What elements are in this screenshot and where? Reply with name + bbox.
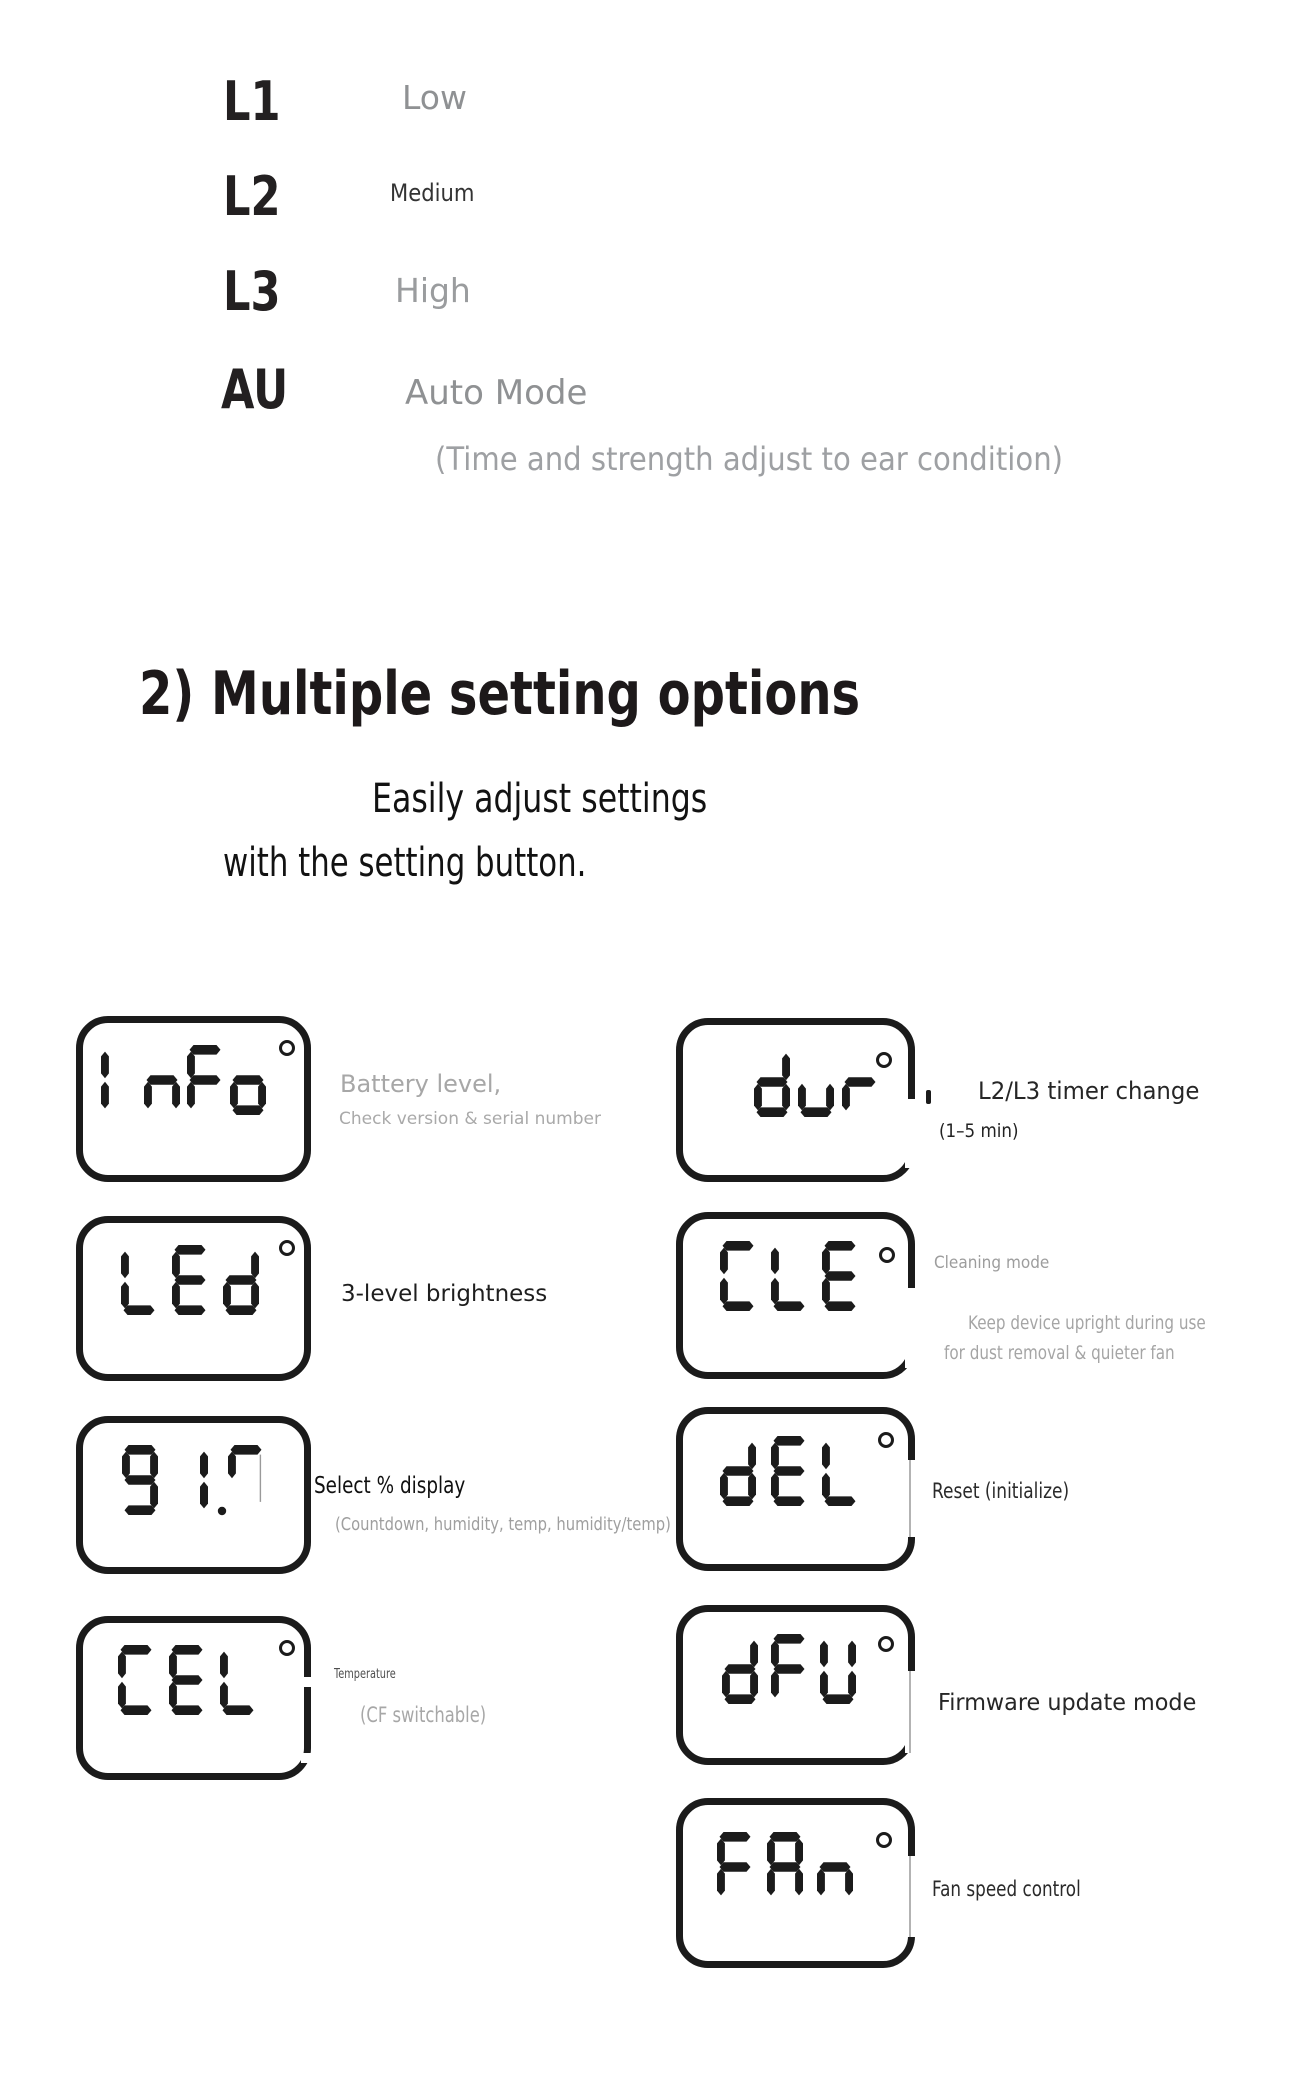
lcd-text-cel — [118, 1645, 262, 1715]
cel-sublabel: (CF switchable) — [360, 1703, 487, 1727]
cel-label: Temperature — [334, 1667, 396, 1682]
lcd-text-led — [121, 1245, 265, 1315]
lcd-text-fan — [717, 1832, 859, 1902]
lcd-text-dfu — [722, 1634, 862, 1704]
lcd-display-dfu — [676, 1605, 915, 1765]
border-hairline — [909, 1671, 911, 1753]
level-label-auto-mode: Auto Mode — [405, 373, 588, 413]
border-notch — [301, 1677, 311, 1687]
lcd-display-del — [676, 1407, 915, 1571]
del-label: Reset (initialize) — [932, 1479, 1070, 1503]
dur-label: L2/L3 timer change — [978, 1077, 1200, 1105]
lcd-text-info — [101, 1045, 272, 1115]
info-sublabel: Check version & serial number — [339, 1109, 601, 1129]
lcd-text-dur — [754, 1047, 884, 1117]
lcd-text-del — [720, 1436, 864, 1506]
section-heading: 2) Multiple setting options — [139, 659, 861, 729]
indicator-dot-icon — [876, 1832, 892, 1848]
level-label-high: High — [395, 271, 471, 310]
lcd-display-cel — [76, 1616, 311, 1780]
indicator-dot-icon — [876, 1052, 892, 1068]
lcd-display-percent — [76, 1416, 311, 1574]
cle-sublabel: Keep device upright during use — [968, 1312, 1206, 1334]
indicator-dot-icon — [279, 1640, 295, 1656]
indicator-dot-icon — [878, 1432, 894, 1448]
tick-mark — [926, 1090, 931, 1104]
dfu-label: Firmware update mode — [938, 1690, 1197, 1716]
indicator-dot-icon — [879, 1247, 895, 1263]
border-gap — [905, 1099, 915, 1168]
dur-sublabel: (1–5 min) — [939, 1120, 1019, 1142]
percent-label: Select % display — [314, 1473, 466, 1499]
cle-label: Cleaning mode — [934, 1253, 1050, 1273]
fan-label: Fan speed control — [932, 1877, 1081, 1901]
level-code-l1: L1 — [223, 70, 281, 133]
border-hairline — [909, 1856, 911, 1937]
lcd-display-dur — [676, 1018, 915, 1182]
cle-sublabel2: for dust removal & quieter fan — [944, 1342, 1175, 1364]
border-hairline — [909, 1460, 911, 1537]
level-code-l2: L2 — [223, 165, 281, 228]
lcd-display-fan — [676, 1798, 915, 1968]
border-gap — [905, 1288, 915, 1368]
border-gap — [905, 1671, 915, 1753]
level-label-low: Low — [402, 78, 467, 117]
border-gap — [905, 1856, 915, 1937]
lcd-display-cle — [676, 1212, 915, 1379]
border-notch — [301, 1753, 311, 1763]
indicator-dot-icon — [279, 1040, 295, 1056]
section-line1: Easily adjust settings — [372, 776, 708, 822]
indicator-dot-icon — [878, 1636, 894, 1652]
info-label: Battery level, — [340, 1070, 502, 1098]
lcd-display-led — [76, 1216, 311, 1381]
percent-sublabel: (Countdown, humidity, temp, humidity/temp) — [335, 1514, 671, 1535]
lcd-display-info — [76, 1016, 311, 1182]
level-code-l3: L3 — [223, 260, 281, 323]
lcd-text-percent — [83, 1445, 270, 1515]
section-line2: with the setting button. — [223, 840, 587, 886]
indicator-dot-icon — [279, 1240, 295, 1256]
border-gap — [905, 1460, 915, 1537]
level-label-medium: Medium — [390, 179, 475, 207]
lcd-text-cle — [720, 1241, 864, 1311]
auto-mode-note: (Time and strength adjust to ear condition) — [435, 440, 1064, 478]
led-label: 3-level brightness — [341, 1281, 548, 1307]
level-code-au: AU — [221, 358, 289, 421]
